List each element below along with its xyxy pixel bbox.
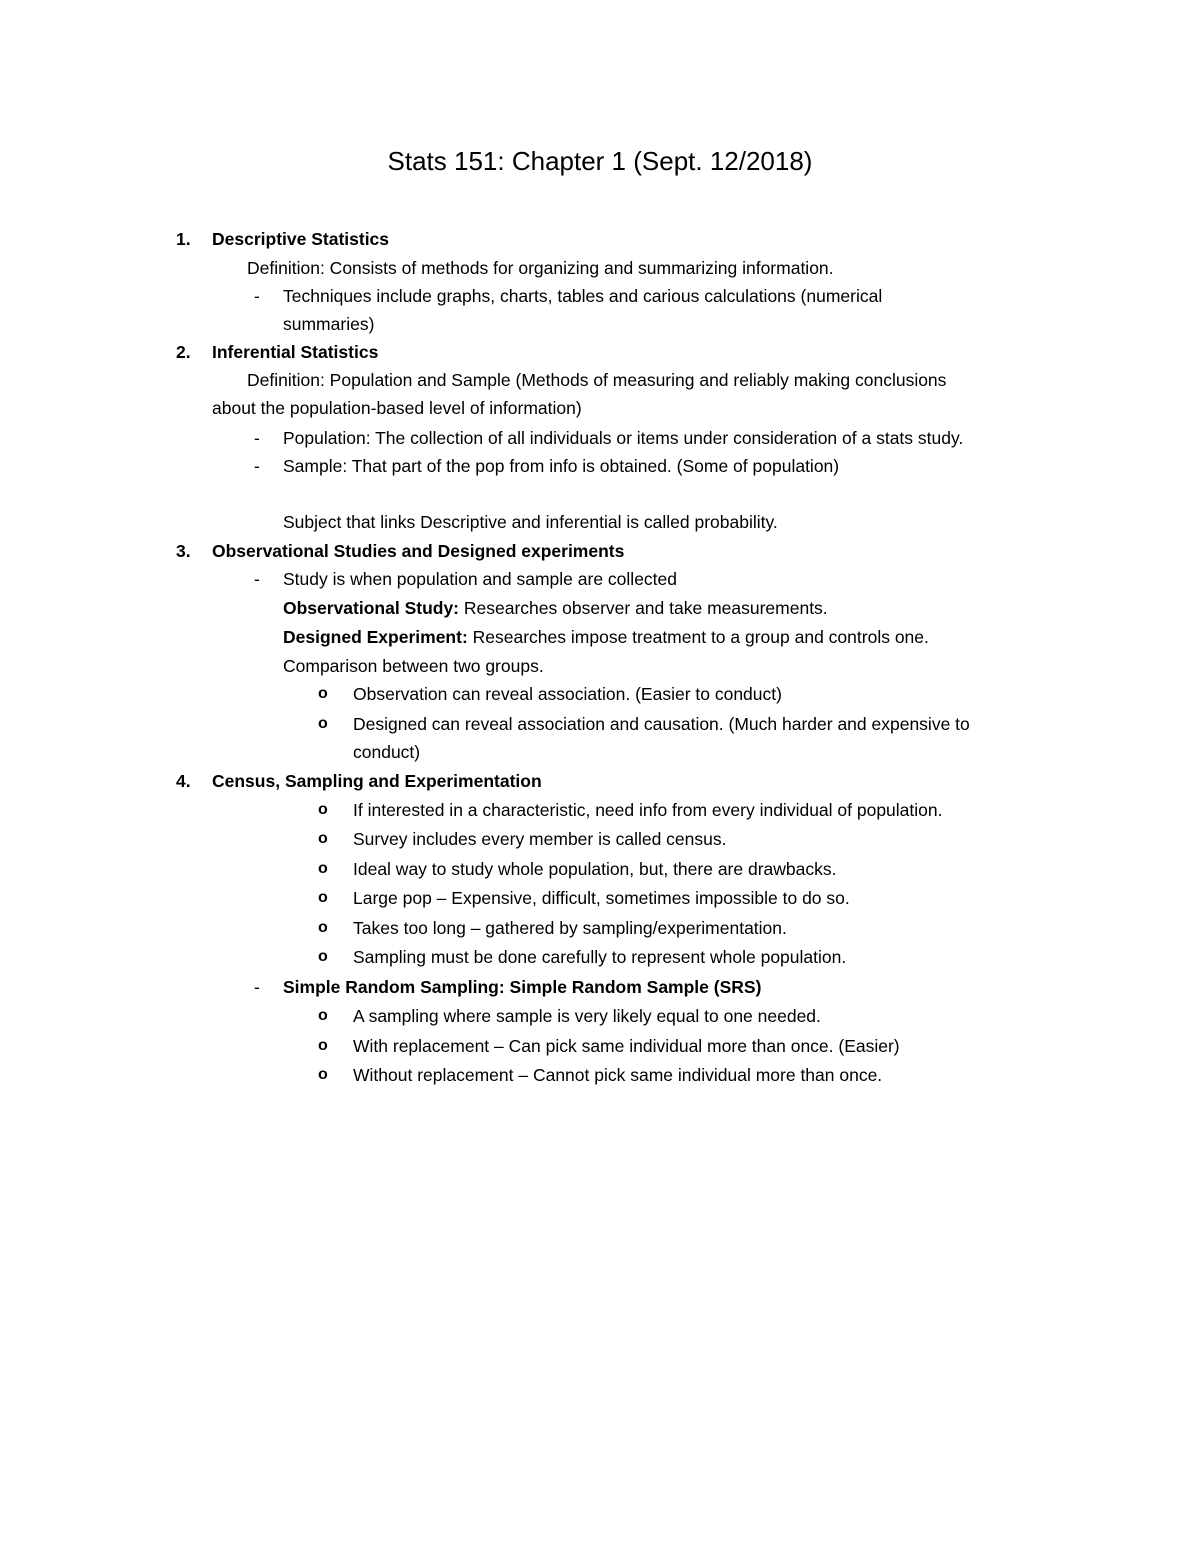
observational-study-text: Researches observer and take measurements.: [459, 598, 828, 618]
section-4-dash-marker: -: [254, 977, 260, 997]
section-3-heading: Observational Studies and Designed experiments: [212, 541, 625, 561]
section-2-definition: Definition: Population and Sample (Methods of measuring and reliably making conclusions: [247, 370, 947, 390]
section-3-bullet-2: Designed can reveal association and causation. (Much harder and expensive to: [353, 714, 970, 734]
section-4-heading: Census, Sampling and Experimentation: [212, 771, 542, 791]
section-3-bullet-1: Observation can reveal association. (Easier to conduct): [353, 684, 782, 704]
section-4-bullet-3: Ideal way to study whole population, but, there are drawbacks.: [353, 859, 837, 879]
page-title: Stats 151: Chapter 1 (Sept. 12/2018): [387, 146, 813, 176]
section-3-designed-line: [283, 626, 929, 648]
section-2-note: Subject that links Descriptive and inferential is called probability.: [283, 512, 778, 532]
section-3-bullet-marker-1: o: [318, 685, 328, 702]
designed-experiment-label: Designed Experiment:: [283, 627, 468, 647]
section-1-number: 1.: [176, 229, 191, 249]
section-1-definition: Definition: Consists of methods for organizing and summarizing information.: [247, 258, 834, 278]
section-4-bullet-marker-2: o: [318, 830, 328, 847]
section-4-bullet-6: Sampling must be done carefully to represent whole population.: [353, 947, 847, 967]
section-4-bullet-1: If interested in a characteristic, need info from every individual of population.: [353, 800, 943, 820]
designed-experiment-text: Researches impose treatment to a group and controls one.: [467, 627, 929, 647]
section-4-bullet-2: Survey includes every member is called census.: [353, 829, 727, 849]
section-2-number: 2.: [176, 342, 191, 362]
srs-bullet-marker-1: o: [318, 1007, 328, 1024]
observational-study-label: Observational Study:: [283, 598, 460, 618]
section-2-heading: Inferential Statistics: [212, 342, 379, 362]
section-3-dash-marker: -: [254, 569, 260, 589]
srs-bullet-marker-3: o: [318, 1066, 328, 1083]
section-4-bullet-marker-6: o: [318, 948, 328, 965]
section-1-dash-item-continued: summaries): [283, 314, 375, 334]
section-2-dash-item-population: Population: The collection of all individuals or items under consideration of a stats study.: [283, 428, 964, 448]
section-4-bullet-marker-4: o: [318, 889, 328, 906]
section-4-bullet-4: Large pop – Expensive, difficult, sometimes impossible to do so.: [353, 888, 850, 908]
section-2-dash-marker-1: -: [254, 428, 260, 448]
section-3-comparison: Comparison between two groups.: [283, 656, 544, 676]
section-3-bullet-marker-2: o: [318, 715, 328, 732]
section-3-dash-item: Study is when population and sample are collected: [283, 569, 677, 589]
section-2-dash-item-sample: Sample: That part of the pop from info is obtained. (Some of population): [283, 456, 840, 476]
srs-heading: Simple Random Sampling: Simple Random Sample (SRS): [283, 977, 762, 997]
section-2-dash-marker-2: -: [254, 456, 260, 476]
srs-bullet-3: Without replacement – Cannot pick same individual more than once.: [353, 1065, 883, 1085]
section-4-bullet-marker-3: o: [318, 860, 328, 877]
section-1-heading: Descriptive Statistics: [212, 229, 390, 249]
srs-bullet-1: A sampling where sample is very likely equal to one needed.: [353, 1006, 821, 1026]
section-4-bullet-marker-1: o: [318, 801, 328, 818]
section-3-observational-line: [283, 597, 828, 619]
section-1-dash-marker: -: [254, 286, 260, 306]
srs-bullet-2: With replacement – Can pick same individual more than once. (Easier): [353, 1036, 900, 1056]
section-3-bullet-2-continued: conduct): [353, 742, 421, 762]
section-4-number: 4.: [176, 771, 191, 791]
section-1-dash-item: Techniques include graphs, charts, tables and carious calculations (numerical: [283, 286, 883, 306]
section-4-bullet-marker-5: o: [318, 919, 328, 936]
section-4-bullet-5: Takes too long – gathered by sampling/experimentation.: [353, 918, 787, 938]
section-2-definition-continued: about the population-based level of information): [212, 398, 582, 418]
section-3-number: 3.: [176, 541, 191, 561]
srs-bullet-marker-2: o: [318, 1037, 328, 1054]
